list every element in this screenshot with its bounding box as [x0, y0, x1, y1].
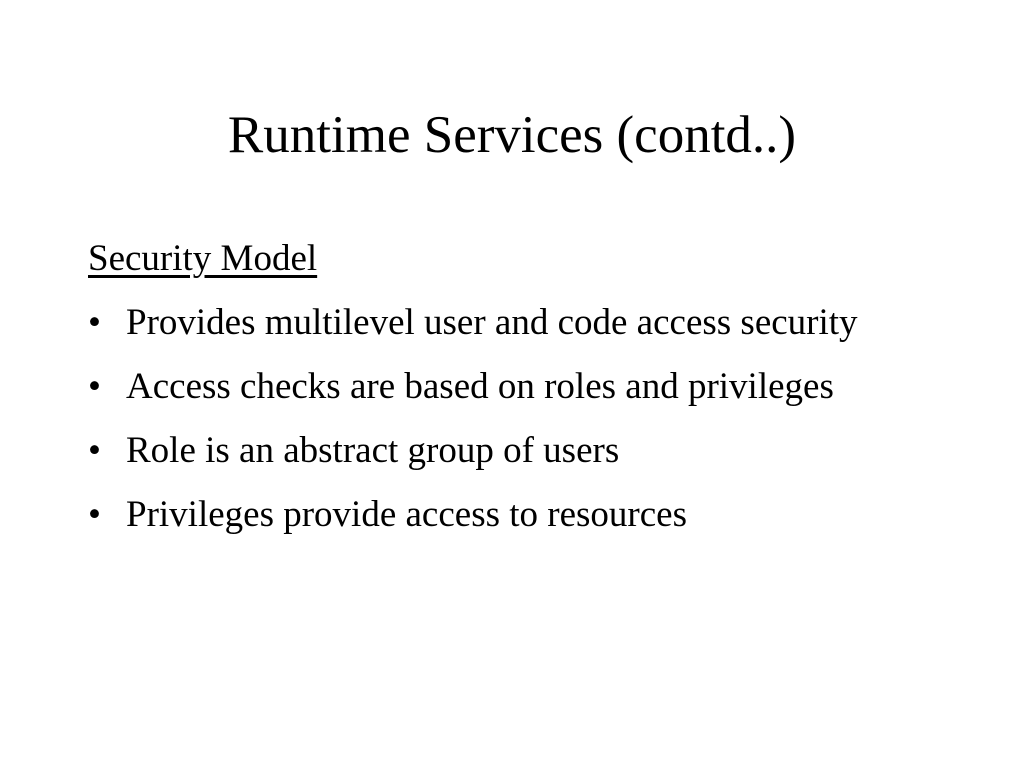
bullet-text: Role is an abstract group of users — [126, 430, 620, 471]
bullet-marker: • — [88, 494, 101, 535]
slide-body — [88, 232, 908, 552]
bullet-text: Access checks are based on roles and privileges — [126, 366, 834, 407]
bullet-marker: • — [88, 302, 101, 343]
bullet-text: Privileges provide access to resources — [126, 494, 687, 535]
bullet-marker: • — [88, 430, 101, 471]
slide-title: Runtime Services (contd..) — [227, 106, 797, 164]
bullet-item — [88, 424, 908, 478]
bullet-list — [88, 296, 908, 542]
bullet-item — [88, 360, 908, 414]
section-subheading: Security Model — [88, 238, 318, 279]
bullet-item — [88, 296, 908, 350]
bullet-text: Provides multilevel user and code access security — [126, 302, 858, 343]
bullet-item — [88, 488, 908, 542]
bullet-marker: • — [88, 366, 101, 407]
